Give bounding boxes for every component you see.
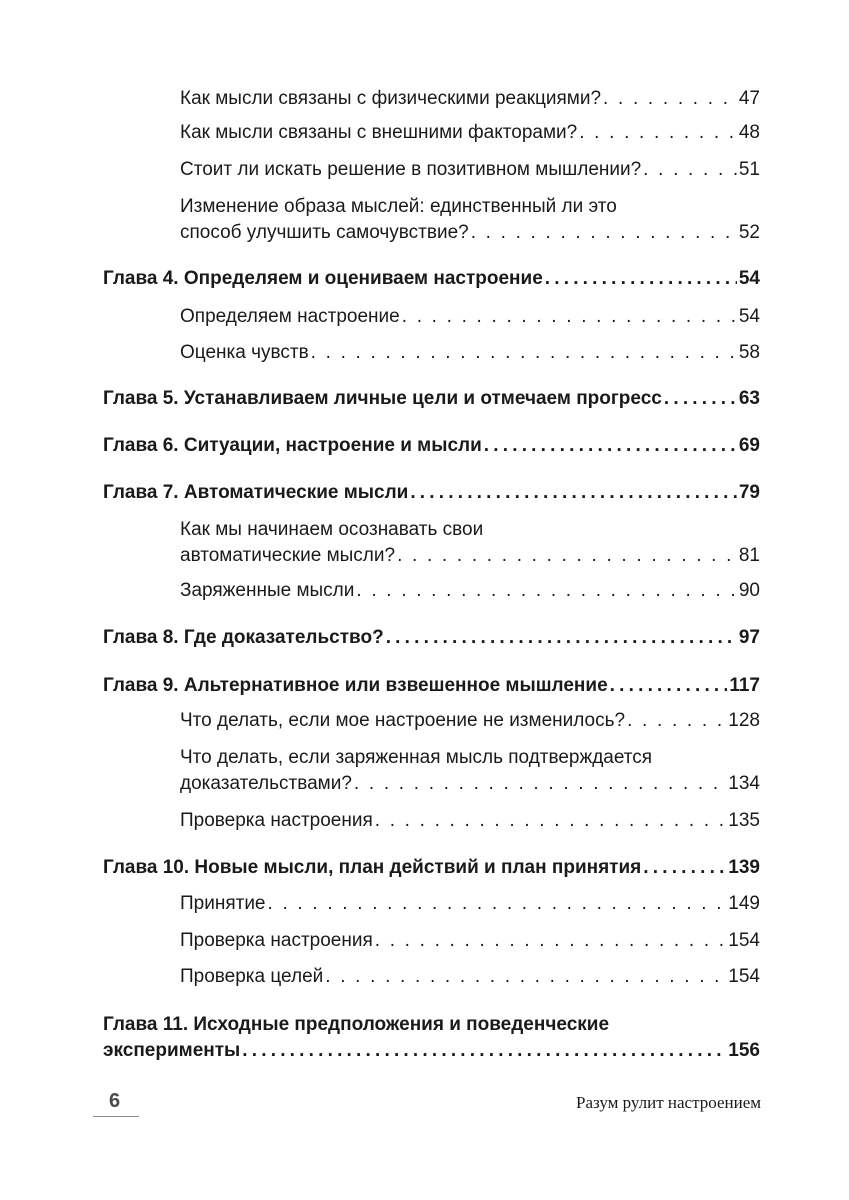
toc-section-entry xyxy=(180,517,760,569)
toc-entry-line xyxy=(103,386,760,412)
toc-entry-title: Глава 8. Где доказательство? xyxy=(103,627,384,648)
toc-page-number: 90 xyxy=(738,580,760,601)
toc-section-entry xyxy=(180,120,760,146)
toc-entry-title: автоматические мысли? xyxy=(180,545,396,566)
toc-section-entry xyxy=(180,745,760,797)
toc-entry-title: Глава 4. Определяем и оцениваем настроение xyxy=(103,268,543,289)
toc-entry-title: Проверка целей xyxy=(180,966,324,987)
dot-leader xyxy=(603,86,737,112)
dot-leader xyxy=(375,928,727,954)
toc-entry-line xyxy=(180,964,760,990)
toc-entry-line xyxy=(180,120,760,146)
toc-chapter-entry xyxy=(103,855,760,881)
toc-page-number: 139 xyxy=(728,857,760,878)
toc-entry-title: Как мысли связаны с внешними факторами? xyxy=(180,122,578,143)
toc-section-entry xyxy=(180,964,760,990)
toc-page-number: 117 xyxy=(729,675,760,696)
toc-entry-title: Что делать, если мое настроение не изменилось? xyxy=(180,710,626,731)
toc-page-number: 81 xyxy=(738,545,760,566)
toc-entry-line xyxy=(103,673,760,699)
toc-entry-line xyxy=(103,480,760,506)
dot-leader xyxy=(402,304,737,330)
toc-entry-title: Принятие xyxy=(180,893,266,914)
page-number-rule xyxy=(93,1116,139,1117)
toc-entry-line xyxy=(180,928,760,954)
dot-leader xyxy=(242,1038,726,1064)
toc-chapter-entry xyxy=(103,625,760,651)
toc-entry-title: Стоит ли искать решение в позитивном мышлении? xyxy=(180,159,642,180)
toc-entry-line xyxy=(180,578,760,604)
toc-page-number: 63 xyxy=(738,388,760,409)
page-number: 6 xyxy=(109,1090,121,1112)
toc-entry-title-line: Глава 11. Исходные предположения и поведенческие xyxy=(103,1014,610,1035)
toc-page-number: 54 xyxy=(738,306,760,327)
toc-entry-line xyxy=(103,625,760,651)
toc-page-number: 79 xyxy=(738,482,760,503)
dot-leader xyxy=(386,625,737,651)
toc-page-number: 149 xyxy=(728,893,760,914)
dot-leader xyxy=(627,708,726,734)
dot-leader xyxy=(311,340,737,366)
toc-chapter-entry xyxy=(103,266,760,292)
toc-entry-title: Глава 5. Устанавливаем личные цели и отмечаем прогресс xyxy=(103,388,662,409)
dot-leader xyxy=(471,220,737,246)
toc-entry-title: Глава 6. Ситуации, настроение и мысли xyxy=(103,435,482,456)
toc-section-entry xyxy=(180,891,760,917)
toc-page-number: 156 xyxy=(728,1040,760,1061)
toc-entry-line xyxy=(180,304,760,330)
dot-leader xyxy=(643,157,737,183)
toc-entry-line xyxy=(180,86,760,112)
dot-leader xyxy=(356,578,736,604)
toc-page-number: 47 xyxy=(738,88,760,109)
toc-section-entry xyxy=(180,808,760,834)
toc-entry-line xyxy=(103,433,760,459)
toc-section-entry xyxy=(180,578,760,604)
toc-entry-line xyxy=(180,808,760,834)
dot-leader xyxy=(325,964,726,990)
toc-entry-title: Как мысли связаны с физическими реакциями? xyxy=(180,88,602,109)
toc-page-number: 48 xyxy=(738,122,760,143)
dot-leader xyxy=(579,120,737,146)
toc-entry-line xyxy=(180,220,760,246)
toc-section-entry xyxy=(180,304,760,330)
dot-leader xyxy=(545,266,737,292)
toc-entry-title: эксперименты xyxy=(103,1040,241,1061)
dot-leader xyxy=(375,808,727,834)
toc-section-entry xyxy=(180,86,760,112)
toc-entry-title: Проверка настроения xyxy=(180,930,373,951)
toc-section-entry xyxy=(180,708,760,734)
toc-page-number: 135 xyxy=(728,810,760,831)
dot-leader xyxy=(610,673,728,699)
toc-page-number: 154 xyxy=(728,930,760,951)
toc-entry-title: Оценка чувств xyxy=(180,342,309,363)
toc-entry-line xyxy=(103,855,760,881)
toc-page-number: 58 xyxy=(738,342,760,363)
toc-entry-title: способ улучшить самочувствие? xyxy=(180,222,469,243)
toc-page-number: 51 xyxy=(738,159,760,180)
toc-entry-title-line: Как мы начинаем осознавать свои xyxy=(180,519,484,540)
dot-leader xyxy=(268,891,727,917)
toc-entry-line xyxy=(180,157,760,183)
dot-leader xyxy=(643,855,726,881)
toc-chapter-entry xyxy=(103,1012,760,1064)
toc-entry-line xyxy=(103,1038,760,1064)
toc-page-number: 128 xyxy=(728,710,760,731)
toc-entry-line xyxy=(180,708,760,734)
dot-leader xyxy=(397,543,737,569)
dot-leader xyxy=(354,771,726,797)
toc-section-entry xyxy=(180,194,760,246)
toc-entry-title: Определяем настроение xyxy=(180,306,400,327)
toc-entry-line xyxy=(180,543,760,569)
toc-entry-title: Глава 10. Новые мысли, план действий и план принятия xyxy=(103,857,642,878)
toc-section-entry xyxy=(180,340,760,366)
toc-section-entry xyxy=(180,928,760,954)
toc-chapter-entry xyxy=(103,386,760,412)
toc-entry-title: Проверка настроения xyxy=(180,810,373,831)
toc-entry-line xyxy=(180,340,760,366)
toc-page-number: 134 xyxy=(728,773,760,794)
toc-page-number: 52 xyxy=(738,222,760,243)
toc-page-number: 97 xyxy=(738,627,760,648)
toc-entry-title: Заряженные мысли xyxy=(180,580,355,601)
toc-page-number: 154 xyxy=(728,966,760,987)
toc-entry-title: доказательствами? xyxy=(180,773,352,794)
toc-chapter-entry xyxy=(103,673,760,699)
toc-chapter-entry xyxy=(103,433,760,459)
toc-page-number: 69 xyxy=(738,435,760,456)
toc-entry-title-line: Что делать, если заряженная мысль подтверждается xyxy=(180,747,653,768)
toc-entry-line xyxy=(180,771,760,797)
toc-entry-title: Глава 9. Альтернативное или взвешенное мышление xyxy=(103,675,608,696)
dot-leader xyxy=(410,480,737,506)
toc-section-entry xyxy=(180,157,760,183)
dot-leader xyxy=(664,386,737,412)
toc-chapter-entry xyxy=(103,480,760,506)
toc-entry-title: Глава 7. Автоматические мысли xyxy=(103,482,409,503)
running-title: Разум рулит настроением xyxy=(575,1093,761,1112)
toc-entry-line xyxy=(180,891,760,917)
toc-page-number: 54 xyxy=(738,268,760,289)
toc-entry-title-line: Изменение образа мыслей: единственный ли это xyxy=(180,196,617,217)
toc-entry-line xyxy=(103,266,760,292)
dot-leader xyxy=(484,433,737,459)
